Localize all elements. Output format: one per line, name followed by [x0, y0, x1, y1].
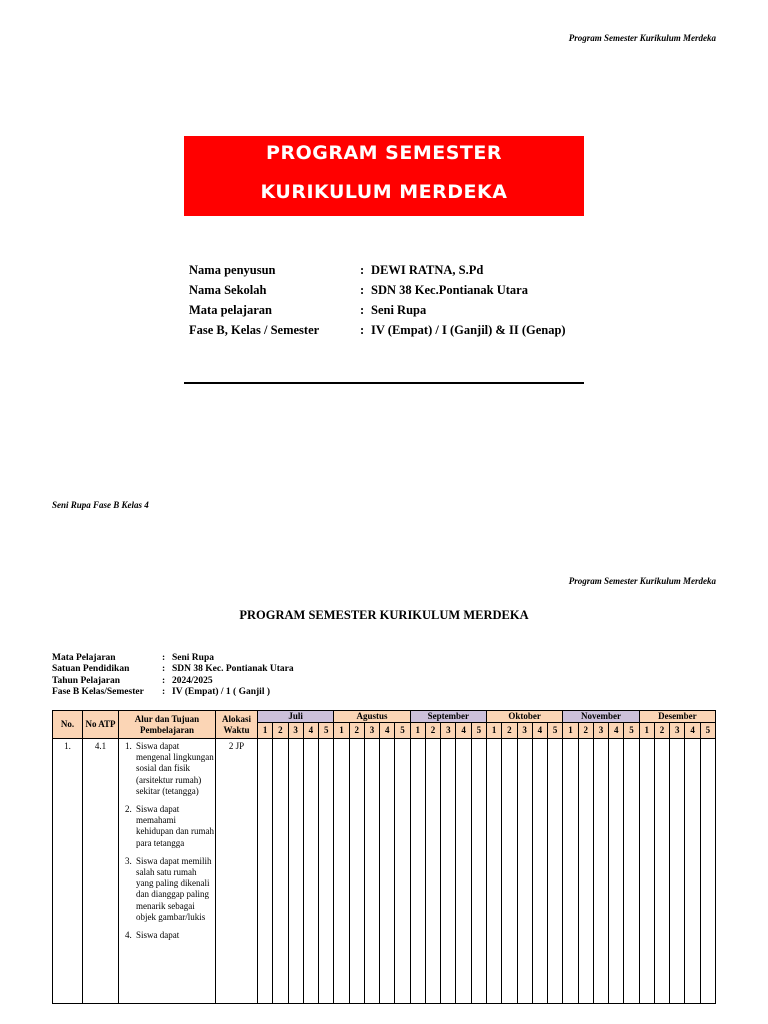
week-header: 2 — [425, 723, 440, 739]
tujuan-item: 3. Siswa dapat memilih salah satu rumah yang paling dikenali dan dianggap paling menarik sebagai objek gambar/lukis — [134, 856, 215, 923]
week-header: 2 — [502, 723, 517, 739]
schedule-cell — [273, 739, 288, 1004]
schedule-cell — [303, 739, 318, 1004]
schedule-cell — [288, 739, 303, 1004]
info-row — [189, 262, 609, 282]
schedule-cell — [364, 739, 379, 1004]
page-header: Program Semester Kurikulum Merdeka — [568, 576, 716, 586]
schedule-cell — [700, 739, 715, 1004]
info-value: SDN 38 Kec.Pontianak Utara — [371, 283, 528, 297]
month-header: Desember — [639, 711, 715, 723]
info-value: SDN 38 Kec. Pontianak Utara — [172, 664, 294, 675]
info-row — [189, 322, 609, 342]
week-header: 5 — [395, 723, 410, 739]
info-label: Nama penyusun — [189, 263, 276, 277]
info-sep: : — [360, 323, 365, 337]
program-semester-table — [52, 710, 716, 1004]
schedule-cell — [593, 739, 608, 1004]
week-header: 3 — [288, 723, 303, 739]
week-header: 5 — [319, 723, 334, 739]
week-header: 4 — [380, 723, 395, 739]
week-header: 3 — [670, 723, 685, 739]
info-row — [52, 687, 372, 698]
info-label: Fase B Kelas/Semester — [52, 686, 144, 697]
plan-info — [52, 653, 372, 698]
schedule-cell — [578, 739, 593, 1004]
schedule-cell — [532, 739, 547, 1004]
info-sep: : — [360, 263, 365, 277]
week-header: 3 — [364, 723, 379, 739]
tujuan-item: 4. Siswa dapat — [134, 930, 215, 941]
schedule-cell — [486, 739, 501, 1004]
info-value: Seni Rupa — [172, 653, 214, 663]
week-header: 1 — [563, 723, 578, 739]
month-header: September — [410, 711, 486, 723]
info-row — [52, 664, 372, 675]
week-header: 2 — [273, 723, 288, 739]
info-label: Nama Sekolah — [189, 283, 267, 297]
month-header: November — [563, 711, 639, 723]
week-header: 5 — [700, 723, 715, 739]
tujuan-list — [119, 741, 215, 941]
schedule-cell — [349, 739, 364, 1004]
info-label: Tahun Pelajaran — [52, 675, 121, 686]
schedule-cell — [624, 739, 639, 1004]
week-header: 1 — [486, 723, 501, 739]
info-row — [189, 302, 609, 322]
col-header-no: No. — [53, 711, 83, 739]
schedule-cell — [410, 739, 425, 1004]
schedule-cell — [517, 739, 532, 1004]
week-header: 3 — [441, 723, 456, 739]
schedule-cell — [471, 739, 486, 1004]
schedule-cell — [258, 739, 273, 1004]
schedule-cell — [548, 739, 563, 1004]
col-header-tujuan: Alur dan Tujuan Pembelajaran — [119, 711, 216, 739]
week-header: 1 — [334, 723, 349, 739]
schedule-cell — [654, 739, 669, 1004]
cell-alokasi: 2 JP — [216, 739, 258, 1004]
info-sep: : — [162, 686, 166, 697]
info-row — [189, 282, 609, 302]
info-label: Mata pelajaran — [189, 303, 272, 317]
info-sep: : — [360, 283, 365, 297]
schedule-cell — [334, 739, 349, 1004]
week-header: 4 — [609, 723, 624, 739]
col-header-alokasi: Alokasi Waktu — [216, 711, 258, 739]
week-header: 4 — [532, 723, 547, 739]
info-value: 2024/2025 — [172, 675, 213, 686]
schedule-cell — [502, 739, 517, 1004]
info-sep: : — [162, 675, 166, 686]
week-header: 4 — [303, 723, 318, 739]
week-header: 4 — [685, 723, 700, 739]
month-header: Juli — [258, 711, 334, 723]
week-header: 4 — [456, 723, 471, 739]
info-label: Fase B, Kelas / Semester — [189, 323, 320, 337]
info-value: IV (Empat) / I (Ganjil) & II (Genap) — [371, 323, 566, 337]
divider-line — [184, 382, 584, 384]
info-sep: : — [162, 653, 166, 663]
info-row — [52, 653, 372, 664]
page-title: PROGRAM SEMESTER KURIKULUM MERDEKA — [239, 608, 529, 622]
schedule-cell — [425, 739, 440, 1004]
schedule-cell — [395, 739, 410, 1004]
info-row — [52, 676, 372, 687]
page-footer: Seni Rupa Fase B Kelas 4 — [52, 500, 149, 510]
schedule-cell — [685, 739, 700, 1004]
info-value: Seni Rupa — [371, 303, 427, 317]
info-sep: : — [360, 303, 365, 317]
schedule-cell — [380, 739, 395, 1004]
tujuan-item: 2. Siswa dapat memahami kehidupan dan rumah para tetangga — [134, 804, 215, 849]
cell-tujuan — [119, 739, 216, 1004]
week-header: 5 — [548, 723, 563, 739]
cover-info — [189, 262, 609, 342]
page-header: Program Semester Kurikulum Merdeka — [568, 33, 716, 43]
week-header: 2 — [349, 723, 364, 739]
schedule-cell — [609, 739, 624, 1004]
schedule-cell — [441, 739, 456, 1004]
tujuan-item: 1. Siswa dapat mengenal lingkungan sosial dan fisik (arsitektur rumah) sekitar (tetangga) — [134, 741, 215, 797]
cover-title-line-2: KURIKULUM MERDEKA — [260, 181, 508, 203]
cell-no: 1. — [53, 739, 83, 1004]
info-label: Mata Pelajaran — [52, 653, 116, 663]
info-value: IV (Empat) / 1 ( Ganjil ) — [172, 686, 270, 697]
week-header: 3 — [517, 723, 532, 739]
week-header: 1 — [639, 723, 654, 739]
schedule-cell — [639, 739, 654, 1004]
week-header: 5 — [624, 723, 639, 739]
schedule-cell — [670, 739, 685, 1004]
schedule-cell — [456, 739, 471, 1004]
week-header: 5 — [471, 723, 486, 739]
week-header: 1 — [258, 723, 273, 739]
schedule-cell — [319, 739, 334, 1004]
week-header: 3 — [593, 723, 608, 739]
month-header: Oktober — [486, 711, 562, 723]
cover-title-box — [184, 136, 584, 216]
info-label: Satuan Pendidikan — [52, 664, 130, 675]
week-header: 2 — [654, 723, 669, 739]
cover-title-line-1: PROGRAM SEMESTER — [266, 142, 502, 164]
week-header: 2 — [578, 723, 593, 739]
week-header: 1 — [410, 723, 425, 739]
schedule-cell — [563, 739, 578, 1004]
cell-atp: 4.1 — [83, 739, 119, 1004]
info-sep: : — [162, 664, 166, 675]
info-value: DEWI RATNA, S.Pd — [371, 263, 484, 277]
col-header-atp: No ATP — [83, 711, 119, 739]
month-header: Agustus — [334, 711, 410, 723]
